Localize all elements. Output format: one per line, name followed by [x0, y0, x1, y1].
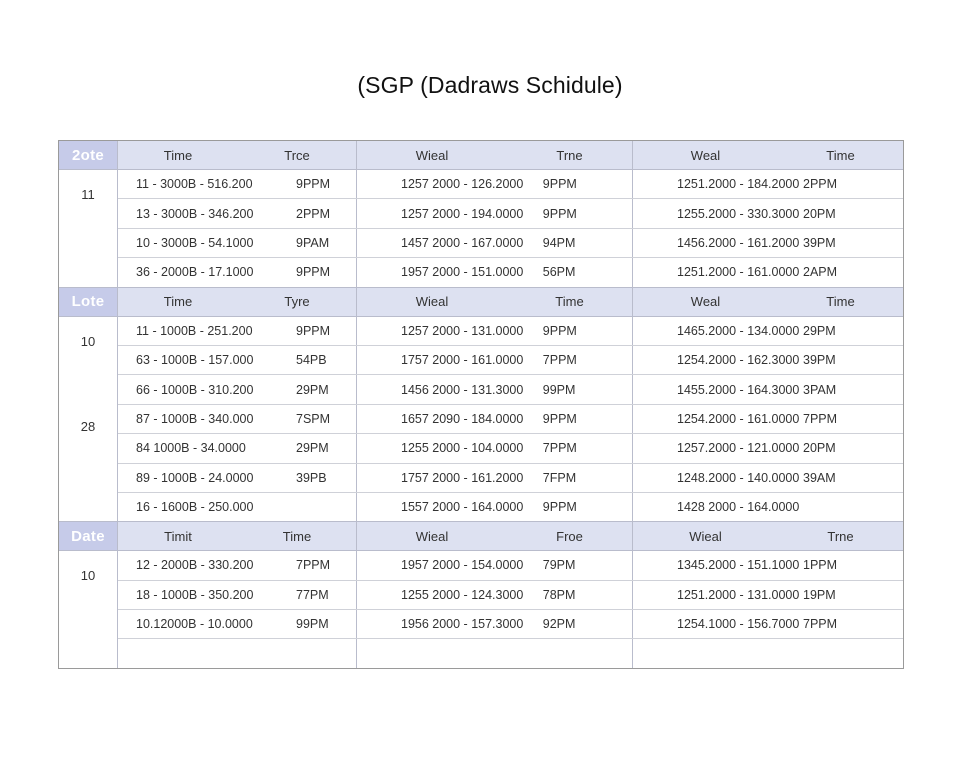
time-cell: 77PM [296, 587, 329, 602]
column-header: Trne [827, 528, 854, 544]
time-cell: 94PM [542, 235, 576, 250]
range-cell: 1345.2000 - 151.1000 [677, 558, 800, 573]
range-cell: 1456.2000 - 161.2000 [677, 235, 800, 250]
range-cell: 11 - 3000B - 516.200 [136, 177, 253, 192]
section-header-row [59, 141, 903, 170]
time-cell: 29PM [296, 382, 329, 397]
column-header: Froe [556, 528, 583, 544]
time-cell: 99PM [296, 617, 329, 632]
time-cell: 9PPM [296, 177, 331, 192]
table-row [118, 258, 903, 286]
time-cell: 9PPM [542, 323, 577, 338]
time-cell [803, 493, 903, 521]
range-cell: 63 - 1000B - 157.000 [136, 353, 254, 368]
column-header: Tyre [284, 294, 310, 310]
range-cell: 13 - 3000B - 346.200 [136, 206, 254, 221]
range-cell: 12 - 2000B - 330.200 [136, 558, 254, 573]
column-header: Time [826, 294, 855, 310]
range-cell: 1255.2000 - 330.3000 [677, 206, 800, 221]
table-row [118, 229, 903, 258]
range-cell: 1465.2000 - 134.0000 [677, 323, 800, 338]
table-row [118, 551, 903, 580]
time-cell: 39PM [803, 235, 836, 250]
time-cell: 7PPM [542, 441, 577, 456]
range-cell: 1957 2000 - 154.0000 [401, 558, 524, 573]
date-value: 10 [80, 568, 96, 584]
time-cell [296, 639, 356, 667]
range-cell [633, 639, 803, 667]
page-title: (SGP (Dadraws Schidule) [357, 72, 623, 98]
section-header-row [59, 288, 903, 317]
time-cell: 7PPM [803, 617, 838, 632]
time-cell: 2PPM [803, 177, 838, 192]
range-cell: 1257 2000 - 126.2000 [401, 177, 524, 192]
time-cell: 56PM [542, 265, 576, 280]
time-cell: 9PPM [542, 206, 577, 221]
time-cell: 78PM [542, 587, 576, 602]
range-cell: 1557 2000 - 164.0000 [401, 500, 524, 515]
table-row [118, 464, 903, 493]
column-header: Weal [690, 294, 721, 310]
time-cell: 7PPM [542, 353, 577, 368]
time-cell [803, 639, 903, 667]
date-column [59, 317, 118, 522]
section-label: Lote [59, 288, 118, 316]
range-cell: 1257 2000 - 194.0000 [401, 206, 524, 221]
table-row [118, 639, 903, 667]
time-cell: 9PPM [542, 177, 577, 192]
range-cell: 87 - 1000B - 340.000 [136, 411, 254, 426]
range-cell: 1455.2000 - 164.3000 [677, 382, 800, 397]
time-cell: 1PPM [803, 558, 838, 573]
time-cell: 20PM [803, 441, 836, 456]
column-header: Time [163, 294, 193, 310]
range-cell: 1251.2000 - 161.0000 [677, 265, 800, 280]
schedule-section [59, 522, 903, 668]
range-cell: 1757 2000 - 161.2000 [401, 470, 524, 485]
range-cell: 1957 2000 - 151.0000 [401, 265, 524, 280]
range-cell: 1456 2000 - 131.3000 [401, 382, 524, 397]
column-header: Wieal [415, 147, 449, 163]
schedule-section [59, 141, 903, 288]
range-cell: 11 - 1000B - 251.200 [136, 323, 253, 338]
time-cell: 29PM [296, 441, 329, 456]
range-cell: 1257 2000 - 131.0000 [401, 323, 524, 338]
table-row [118, 346, 903, 375]
time-cell: 9PPM [296, 265, 331, 280]
date-value: 28 [80, 418, 96, 434]
time-cell: 7PPM [803, 411, 838, 426]
range-cell [118, 639, 296, 667]
column-header: Trne [556, 147, 583, 163]
section-label: 2ote [59, 141, 118, 169]
time-cell: 99PM [542, 382, 576, 397]
time-cell: 19PM [803, 587, 836, 602]
time-cell: 29PM [803, 323, 836, 338]
column-header: Time [163, 147, 193, 163]
column-header: Time [826, 147, 855, 163]
time-cell [296, 493, 356, 521]
time-cell: 79PM [542, 558, 576, 573]
range-cell: 10.12000B - 10.0000 [136, 617, 253, 632]
range-cell: 10 - 3000B - 54.1000 [136, 235, 254, 250]
table-row [118, 170, 903, 199]
range-cell: 1254.2000 - 161.0000 [677, 411, 800, 426]
column-header: Wieal [415, 294, 449, 310]
time-cell: 20PM [803, 206, 836, 221]
range-cell: 1251.2000 - 131.0000 [677, 587, 800, 602]
range-cell: 1251.2000 - 184.2000 [677, 177, 800, 192]
range-cell: 1428 2000 - 164.0000 [677, 500, 800, 515]
date-value: 10 [80, 333, 96, 349]
time-cell: 39PB [296, 470, 327, 485]
schedule-section [59, 288, 903, 523]
time-cell: 9PAM [296, 235, 330, 250]
column-header: Timit [164, 528, 192, 544]
table-row [118, 317, 903, 346]
column-header: Weal [690, 147, 721, 163]
range-cell [357, 639, 541, 667]
time-cell: 7SPM [296, 411, 331, 426]
time-cell: 3PAM [803, 382, 837, 397]
table-row [118, 199, 903, 228]
time-cell: 54PB [296, 353, 327, 368]
date-column [59, 551, 118, 668]
range-cell: 1956 2000 - 157.3000 [401, 617, 524, 632]
time-cell: 7FPM [542, 470, 577, 485]
table-row [118, 375, 903, 404]
range-cell: 84 1000B - 34.0000 [136, 441, 246, 456]
date-value: 11 [81, 187, 95, 202]
time-cell: 39AM [803, 470, 836, 485]
time-cell: 9PPM [542, 500, 577, 515]
range-cell: 1757 2000 - 161.0000 [401, 353, 524, 368]
range-cell: 1457 2000 - 167.0000 [401, 235, 524, 250]
range-cell: 16 - 1600B - 250.000 [136, 500, 254, 515]
range-cell: 89 - 1000B - 24.0000 [136, 470, 254, 485]
table-row [118, 405, 903, 434]
date-column [59, 170, 118, 287]
range-cell: 1657 2090 - 184.0000 [401, 411, 524, 426]
column-header: Time [555, 294, 584, 310]
column-header: Wieal [689, 528, 722, 544]
range-cell: 1255 2000 - 104.0000 [401, 441, 524, 456]
range-cell: 66 - 1000B - 310.200 [136, 382, 254, 397]
section-header-row [59, 522, 903, 551]
table-row [118, 434, 903, 463]
time-cell: 39PM [803, 353, 836, 368]
range-cell: 1255 2000 - 124.3000 [401, 587, 524, 602]
time-cell: 9PPM [542, 411, 577, 426]
table-row [118, 581, 903, 610]
column-header: Trce [284, 147, 310, 163]
range-cell: 1248.2000 - 140.0000 [677, 470, 800, 485]
schedule-table [58, 140, 904, 669]
table-row [118, 493, 903, 521]
range-cell: 36 - 2000B - 17.1000 [136, 265, 254, 280]
table-row [118, 610, 903, 639]
section-label: Date [59, 522, 118, 550]
time-cell: 7PPM [296, 558, 331, 573]
time-cell [541, 639, 632, 667]
column-header: Time [282, 528, 312, 544]
time-cell: 2APM [803, 265, 838, 280]
range-cell: 1254.2000 - 162.3000 [677, 353, 800, 368]
range-cell: 1257.2000 - 121.0000 [677, 441, 800, 456]
time-cell: 2PPM [296, 206, 331, 221]
time-cell: 9PPM [296, 323, 331, 338]
time-cell: 92PM [542, 617, 576, 632]
range-cell: 1254.1000 - 156.7000 [677, 617, 800, 632]
range-cell: 18 - 1000B - 350.200 [136, 587, 254, 602]
column-header: Wieal [415, 528, 449, 544]
